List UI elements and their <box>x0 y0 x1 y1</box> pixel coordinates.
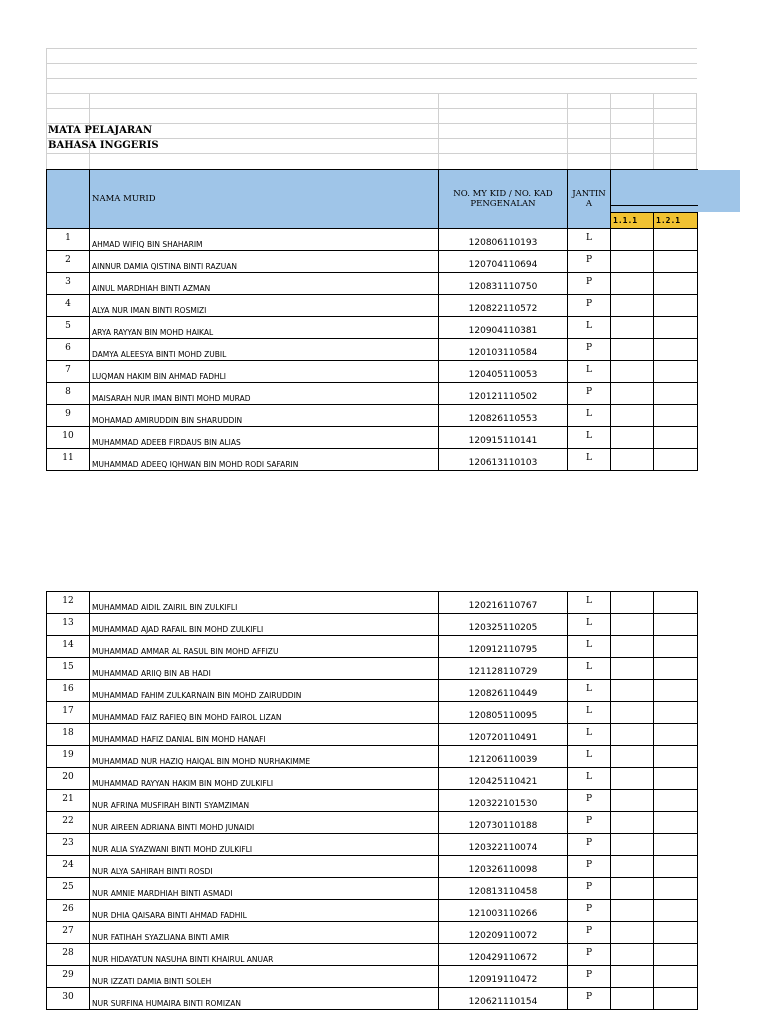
table-row <box>47 702 698 724</box>
table-row <box>47 680 698 702</box>
score-cell-1-2-1[interactable] <box>654 273 698 295</box>
student-id: 120405110053 <box>439 361 568 383</box>
row-number: 18 <box>47 724 90 746</box>
score-cell-1-1-1[interactable] <box>611 592 654 614</box>
student-id: 120322101530 <box>439 790 568 812</box>
score-cell-1-1-1[interactable] <box>611 724 654 746</box>
student-jantina: P <box>568 966 611 988</box>
student-name: ALYA NUR IMAN BINTI ROSMIZI <box>90 295 439 317</box>
table-row <box>47 746 698 768</box>
student-id: 120704110694 <box>439 251 568 273</box>
subject-heading: MATA PELAJARAN <box>48 125 153 136</box>
score-cell-1-1-1[interactable] <box>611 988 654 1010</box>
header-id-line2: PENGENALAN <box>470 199 536 209</box>
code-1-1-1: 1.1.1 <box>611 213 654 229</box>
student-name: MUHAMMAD AIDIL ZAIRIL BIN ZULKIFLI <box>90 592 439 614</box>
score-cell-1-2-1[interactable] <box>654 295 698 317</box>
table-row <box>47 361 698 383</box>
row-number: 16 <box>47 680 90 702</box>
table-row <box>47 812 698 834</box>
row-number: 4 <box>47 295 90 317</box>
student-jantina: P <box>568 295 611 317</box>
student-name: NUR AIREEN ADRIANA BINTI MOHD JUNAIDI <box>90 812 439 834</box>
row-number: 7 <box>47 361 90 383</box>
score-cell-1-1-1[interactable] <box>611 768 654 790</box>
header-codes-divider <box>611 177 698 206</box>
table-row <box>47 790 698 812</box>
table-row <box>47 427 698 449</box>
header-jantina-line2: A <box>585 199 593 209</box>
score-cell-1-2-1[interactable] <box>654 592 698 614</box>
student-jantina: L <box>568 702 611 724</box>
table-row <box>47 834 698 856</box>
row-number: 6 <box>47 339 90 361</box>
score-cell-1-1-1[interactable] <box>611 878 654 900</box>
student-id: 120826110553 <box>439 405 568 427</box>
table-header-row <box>47 170 698 213</box>
score-cell-1-2-1[interactable] <box>654 339 698 361</box>
student-id: 120813110458 <box>439 878 568 900</box>
student-jantina: L <box>568 614 611 636</box>
row-number: 22 <box>47 812 90 834</box>
student-jantina: L <box>568 724 611 746</box>
score-cell-1-1-1[interactable] <box>611 922 654 944</box>
score-cell-1-2-1[interactable] <box>654 966 698 988</box>
student-jantina: L <box>568 427 611 449</box>
student-id: 120322110074 <box>439 834 568 856</box>
score-cell-1-1-1[interactable] <box>611 229 654 251</box>
student-name: LUQMAN HAKIM BIN AHMAD FADHLI <box>90 361 439 383</box>
student-jantina: P <box>568 834 611 856</box>
student-id: 120915110141 <box>439 427 568 449</box>
student-id: 121003110266 <box>439 900 568 922</box>
score-cell-1-2-1[interactable] <box>654 922 698 944</box>
score-cell-1-2-1[interactable] <box>654 790 698 812</box>
score-cell-1-1-1[interactable] <box>611 405 654 427</box>
row-number: 14 <box>47 636 90 658</box>
score-cell-1-1-1[interactable] <box>611 966 654 988</box>
row-number: 11 <box>47 449 90 471</box>
header-codes-group <box>611 170 698 213</box>
score-cell-1-1-1[interactable] <box>611 680 654 702</box>
table-row <box>47 273 698 295</box>
student-name: NUR DHIA QAISARA BINTI AHMAD FADHIL <box>90 900 439 922</box>
table-row <box>47 966 698 988</box>
student-name: MUHAMMAD ADEEB FIRDAUS BIN ALIAS <box>90 427 439 449</box>
header-jantina <box>568 170 611 229</box>
score-cell-1-1-1[interactable] <box>611 702 654 724</box>
row-number: 25 <box>47 878 90 900</box>
table-body-part2 <box>47 592 698 1010</box>
student-name: NUR ALIA SYAZWANI BINTI MOHD ZULKIFLI <box>90 834 439 856</box>
student-table-part2 <box>46 591 698 1010</box>
score-cell-1-2-1[interactable] <box>654 680 698 702</box>
row-number: 15 <box>47 658 90 680</box>
table-row <box>47 251 698 273</box>
student-id: 120326110098 <box>439 856 568 878</box>
student-name: NUR IZZATI DAMIA BINTI SOLEH <box>90 966 439 988</box>
student-id: 120805110095 <box>439 702 568 724</box>
student-id: 120621110154 <box>439 988 568 1010</box>
score-cell-1-1-1[interactable] <box>611 944 654 966</box>
student-name: NUR ALYA SAHIRAH BINTI ROSDI <box>90 856 439 878</box>
student-name: AINUL MARDHIAH BINTI AZMAN <box>90 273 439 295</box>
student-id: 120103110584 <box>439 339 568 361</box>
student-name: DAMYA ALEESYA BINTI MOHD ZUBIL <box>90 339 439 361</box>
table-row <box>47 449 698 471</box>
student-jantina: P <box>568 812 611 834</box>
student-name: MUHAMMAD NUR HAZIQ HAIQAL BIN MOHD NURHAKIMME <box>90 746 439 768</box>
table-row <box>47 592 698 614</box>
student-jantina: L <box>568 592 611 614</box>
student-name: MUHAMMAD ARIIQ BIN AB HADI <box>90 658 439 680</box>
student-id: 120826110449 <box>439 680 568 702</box>
score-cell-1-1-1[interactable] <box>611 383 654 405</box>
student-id: 120121110502 <box>439 383 568 405</box>
row-number: 28 <box>47 944 90 966</box>
student-id: 120912110795 <box>439 636 568 658</box>
table-row <box>47 724 698 746</box>
student-id: 120613110103 <box>439 449 568 471</box>
row-number: 23 <box>47 834 90 856</box>
score-cell-1-1-1[interactable] <box>611 812 654 834</box>
student-id: 120209110072 <box>439 922 568 944</box>
student-name: MUHAMMAD AMMAR AL RASUL BIN MOHD AFFIZU <box>90 636 439 658</box>
student-name: MUHAMMAD RAYYAN HAKIM BIN MOHD ZULKIFLI <box>90 768 439 790</box>
student-table-part1 <box>46 169 698 471</box>
student-jantina: P <box>568 251 611 273</box>
student-name: MUHAMMAD AJAD RAFAIL BIN MOHD ZULKIFLI <box>90 614 439 636</box>
student-id: 120919110472 <box>439 966 568 988</box>
student-name: AINNUR DAMIA QISTINA BINTI RAZUAN <box>90 251 439 273</box>
header-name: NAMA MURID <box>90 170 439 229</box>
row-number: 30 <box>47 988 90 1010</box>
score-cell-1-2-1[interactable] <box>654 229 698 251</box>
header-id-line1: NO. MY KID / NO. KAD <box>453 189 553 199</box>
table-row <box>47 988 698 1010</box>
student-jantina: P <box>568 339 611 361</box>
student-jantina: P <box>568 790 611 812</box>
score-cell-1-2-1[interactable] <box>654 658 698 680</box>
row-number: 19 <box>47 746 90 768</box>
score-cell-1-1-1[interactable] <box>611 295 654 317</box>
score-cell-1-1-1[interactable] <box>611 449 654 471</box>
score-cell-1-2-1[interactable] <box>654 768 698 790</box>
student-id: 120822110572 <box>439 295 568 317</box>
student-id: 120904110381 <box>439 317 568 339</box>
score-cell-1-2-1[interactable] <box>654 988 698 1010</box>
student-id: 120429110672 <box>439 944 568 966</box>
score-cell-1-1-1[interactable] <box>611 614 654 636</box>
student-name: MUHAMMAD HAFIZ DANIAL BIN MOHD HANAFI <box>90 724 439 746</box>
table-body-part1 <box>47 229 698 471</box>
student-jantina: L <box>568 229 611 251</box>
row-number: 3 <box>47 273 90 295</box>
score-cell-1-2-1[interactable] <box>654 251 698 273</box>
score-cell-1-2-1[interactable] <box>654 878 698 900</box>
student-jantina: P <box>568 878 611 900</box>
student-jantina: L <box>568 636 611 658</box>
row-number: 24 <box>47 856 90 878</box>
table-row <box>47 900 698 922</box>
student-jantina: P <box>568 900 611 922</box>
student-jantina: P <box>568 922 611 944</box>
table-row <box>47 944 698 966</box>
student-jantina: L <box>568 768 611 790</box>
row-number: 12 <box>47 592 90 614</box>
score-cell-1-1-1[interactable] <box>611 900 654 922</box>
row-number: 17 <box>47 702 90 724</box>
table-row <box>47 339 698 361</box>
student-id: 120806110193 <box>439 229 568 251</box>
student-jantina: P <box>568 273 611 295</box>
score-cell-1-1-1[interactable] <box>611 658 654 680</box>
score-cell-1-2-1[interactable] <box>654 636 698 658</box>
score-cell-1-1-1[interactable] <box>611 427 654 449</box>
student-name: MAISARAH NUR IMAN BINTI MOHD MURAD <box>90 383 439 405</box>
table-row <box>47 768 698 790</box>
score-cell-1-1-1[interactable] <box>611 790 654 812</box>
score-cell-1-1-1[interactable] <box>611 317 654 339</box>
student-jantina: P <box>568 944 611 966</box>
student-id: 121128110729 <box>439 658 568 680</box>
student-jantina: L <box>568 317 611 339</box>
row-number: 21 <box>47 790 90 812</box>
table-row <box>47 856 698 878</box>
row-number: 20 <box>47 768 90 790</box>
score-cell-1-2-1[interactable] <box>654 702 698 724</box>
score-cell-1-2-1[interactable] <box>654 944 698 966</box>
score-cell-1-2-1[interactable] <box>654 856 698 878</box>
score-cell-1-2-1[interactable] <box>654 449 698 471</box>
subject-name: BAHASA INGGERIS <box>48 140 159 151</box>
student-name: AHMAD WIFIQ BIN SHAHARIM <box>90 229 439 251</box>
table-row <box>47 658 698 680</box>
score-cell-1-1-1[interactable] <box>611 856 654 878</box>
row-number: 5 <box>47 317 90 339</box>
score-cell-1-2-1[interactable] <box>654 361 698 383</box>
header-jantina-line1: JANTIN <box>572 189 606 199</box>
student-id: 120216110767 <box>439 592 568 614</box>
header-no-cell <box>47 170 90 229</box>
code-1-2-1: 1.2.1 <box>654 213 698 229</box>
student-name: MUHAMMAD FAIZ RAFIEQ BIN MOHD FAIROL LIZAN <box>90 702 439 724</box>
student-jantina: L <box>568 449 611 471</box>
student-jantina: L <box>568 680 611 702</box>
row-number: 29 <box>47 966 90 988</box>
row-number: 9 <box>47 405 90 427</box>
score-cell-1-1-1[interactable] <box>611 251 654 273</box>
score-cell-1-1-1[interactable] <box>611 636 654 658</box>
score-cell-1-1-1[interactable] <box>611 339 654 361</box>
student-id: 120325110205 <box>439 614 568 636</box>
score-cell-1-2-1[interactable] <box>654 746 698 768</box>
score-cell-1-2-1[interactable] <box>654 812 698 834</box>
table-row <box>47 317 698 339</box>
score-cell-1-1-1[interactable] <box>611 361 654 383</box>
student-jantina: P <box>568 383 611 405</box>
row-number: 8 <box>47 383 90 405</box>
row-number: 1 <box>47 229 90 251</box>
score-cell-1-1-1[interactable] <box>611 746 654 768</box>
student-jantina: L <box>568 405 611 427</box>
student-name: NUR FATIHAH SYAZLIANA BINTI AMIR <box>90 922 439 944</box>
score-cell-1-2-1[interactable] <box>654 427 698 449</box>
student-name: ARYA RAYYAN BIN MOHD HAIKAL <box>90 317 439 339</box>
student-jantina: L <box>568 361 611 383</box>
score-cell-1-2-1[interactable] <box>654 317 698 339</box>
student-id: 120730110188 <box>439 812 568 834</box>
row-number: 13 <box>47 614 90 636</box>
score-cell-1-2-1[interactable] <box>654 614 698 636</box>
row-number: 26 <box>47 900 90 922</box>
table-row <box>47 295 698 317</box>
score-cell-1-2-1[interactable] <box>654 383 698 405</box>
score-cell-1-2-1[interactable] <box>654 405 698 427</box>
header-extension <box>696 170 740 212</box>
student-name: NUR AMNIE MARDHIAH BINTI ASMADI <box>90 878 439 900</box>
table-row <box>47 636 698 658</box>
score-cell-1-1-1[interactable] <box>611 834 654 856</box>
table-row <box>47 614 698 636</box>
table-row <box>47 878 698 900</box>
student-jantina: L <box>568 746 611 768</box>
student-name: NUR AFRINA MUSFIRAH BINTI SYAMZIMAN <box>90 790 439 812</box>
student-id: 120425110421 <box>439 768 568 790</box>
table-row <box>47 229 698 251</box>
student-name: NUR HIDAYATUN NASUHA BINTI KHAIRUL ANUAR <box>90 944 439 966</box>
row-number: 27 <box>47 922 90 944</box>
score-cell-1-2-1[interactable] <box>654 724 698 746</box>
score-cell-1-2-1[interactable] <box>654 834 698 856</box>
table-row <box>47 405 698 427</box>
row-number: 10 <box>47 427 90 449</box>
student-jantina: P <box>568 856 611 878</box>
row-number: 2 <box>47 251 90 273</box>
score-cell-1-2-1[interactable] <box>654 900 698 922</box>
student-jantina: L <box>568 658 611 680</box>
score-cell-1-1-1[interactable] <box>611 273 654 295</box>
student-id: 120831110750 <box>439 273 568 295</box>
student-name: NUR SURFINA HUMAIRA BINTI ROMIZAN <box>90 988 439 1010</box>
table-row <box>47 922 698 944</box>
student-jantina: P <box>568 988 611 1010</box>
student-name: MOHAMAD AMIRUDDIN BIN SHARUDDIN <box>90 405 439 427</box>
student-id: 120720110491 <box>439 724 568 746</box>
student-id: 121206110039 <box>439 746 568 768</box>
table-row <box>47 383 698 405</box>
student-name: MUHAMMAD ADEEQ IQHWAN BIN MOHD RODI SAFARIN <box>90 449 439 471</box>
header-id <box>439 170 568 229</box>
student-name: MUHAMMAD FAHIM ZULKARNAIN BIN MOHD ZAIRUDDIN <box>90 680 439 702</box>
